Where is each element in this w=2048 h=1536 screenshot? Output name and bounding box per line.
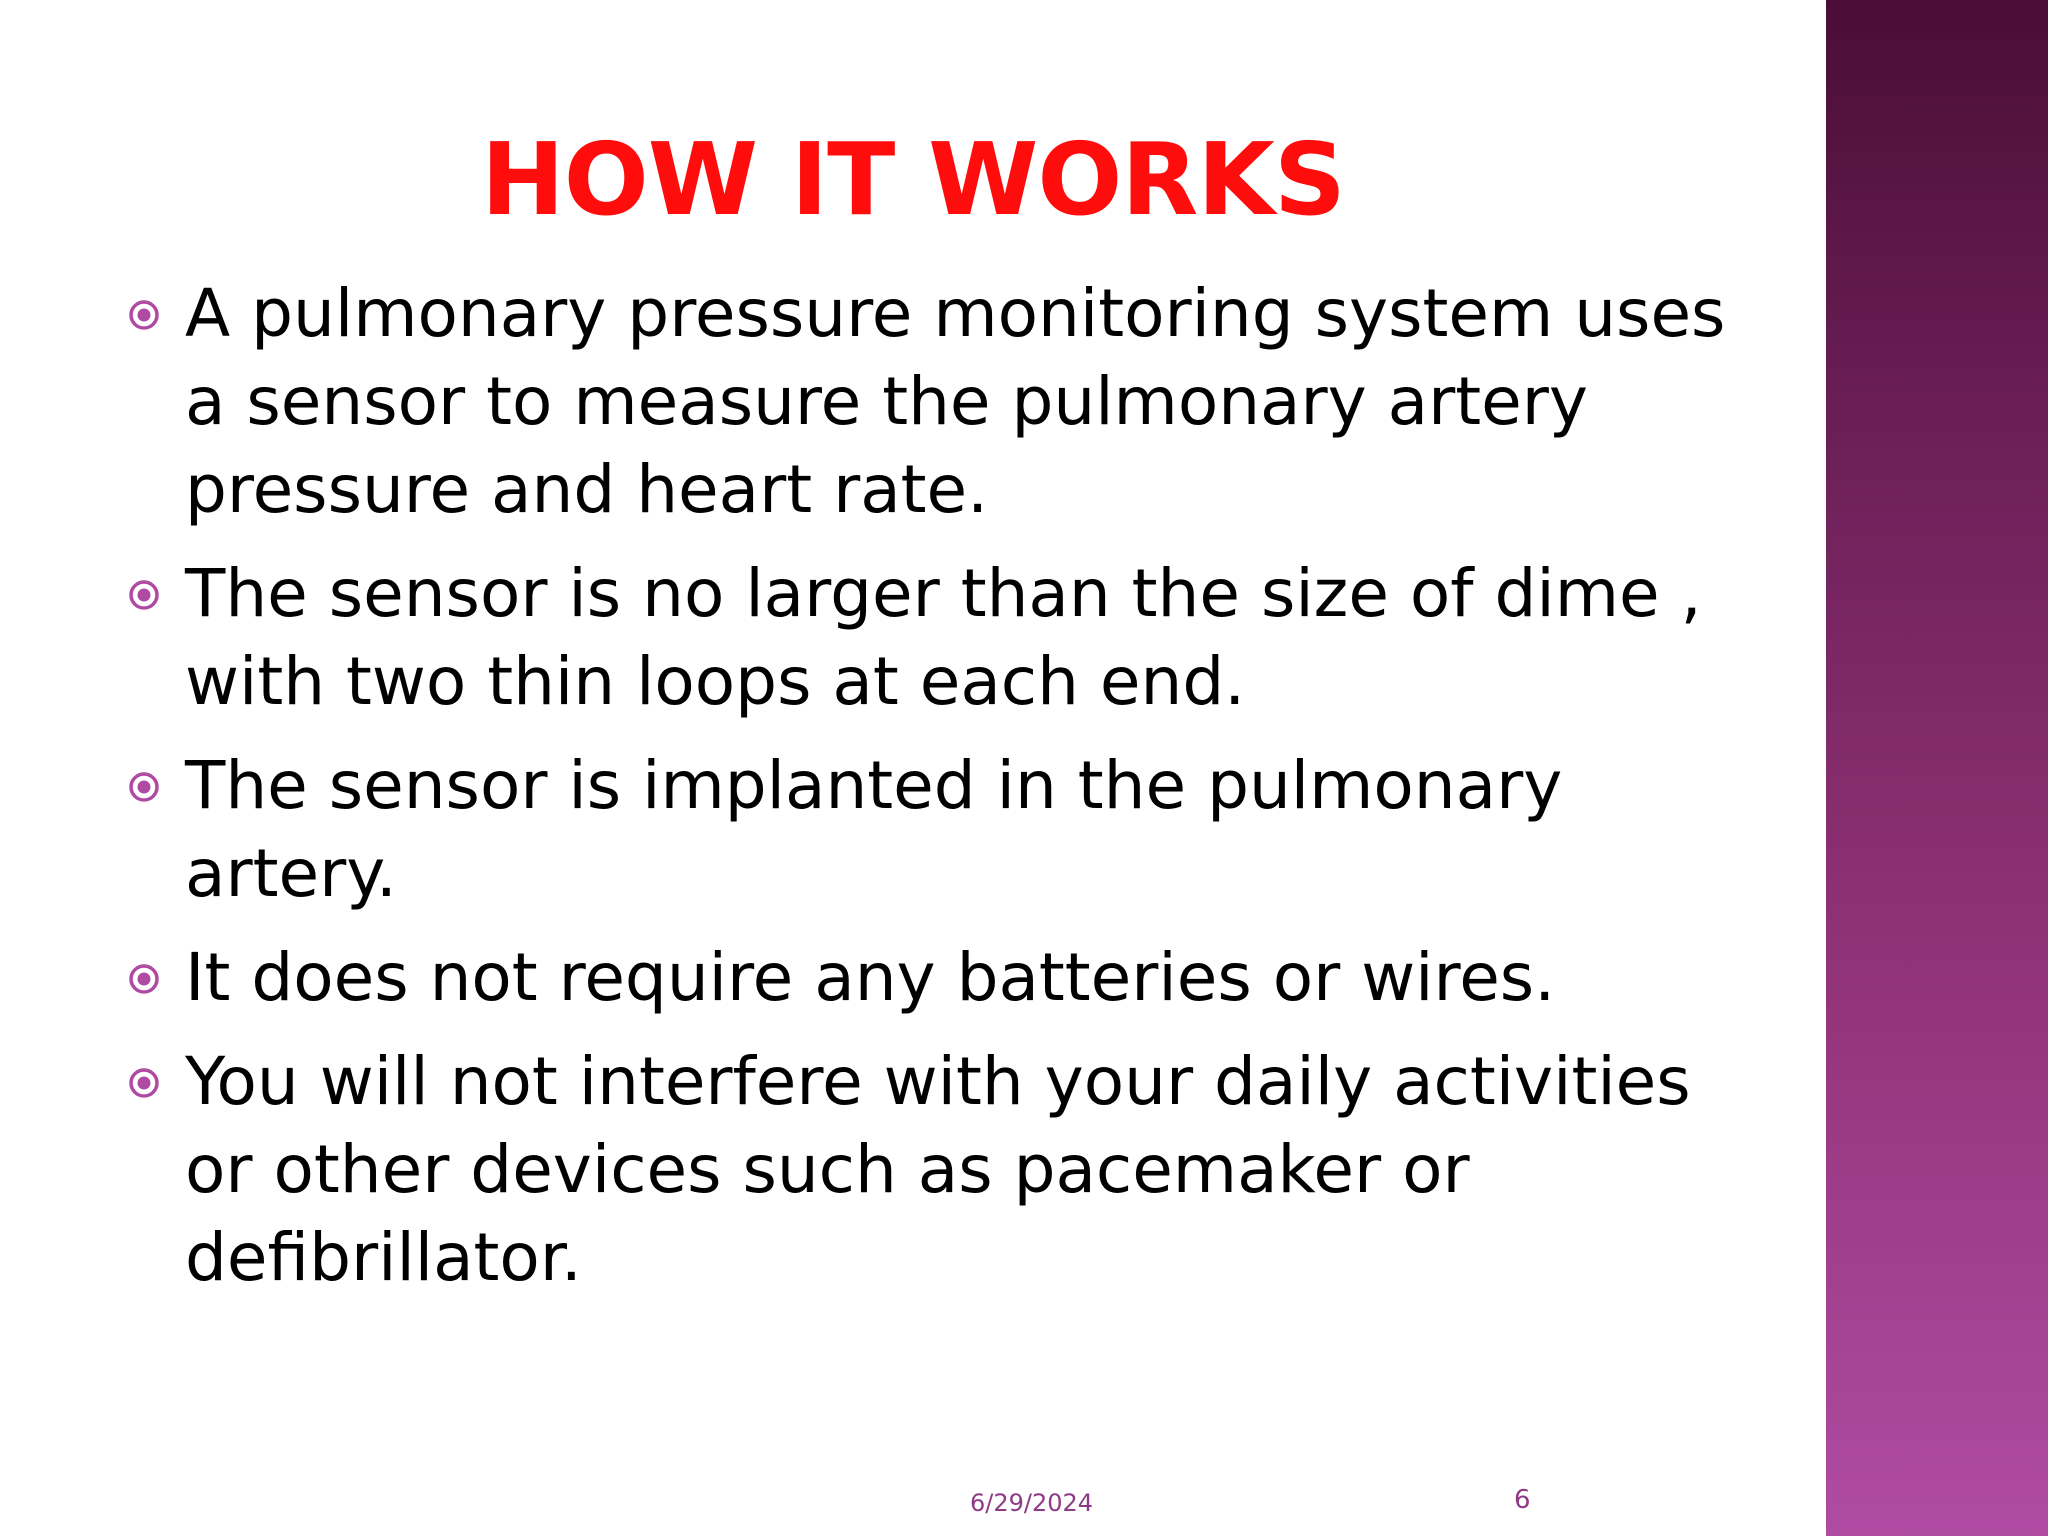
bullet-item: [128, 934, 1768, 1022]
bullet-list: [128, 270, 1768, 1318]
circled-dot-icon: [128, 963, 160, 995]
circled-dot-icon: [128, 299, 160, 331]
circled-dot-icon: [128, 771, 160, 803]
bullet-item: [128, 270, 1768, 534]
bullet-text: You will not interfere with your daily activities or other devices such as pacemaker or defibrillator.: [185, 1043, 1691, 1296]
bullet-item: [128, 1038, 1768, 1302]
bullet-text: It does not require any batteries or wires.: [185, 939, 1556, 1016]
bullet-item: [128, 742, 1768, 918]
bullet-text: The sensor is implanted in the pulmonary artery.: [185, 747, 1563, 912]
bullet-item: [128, 550, 1768, 726]
footer-page-number: 6: [1514, 1485, 1531, 1515]
circled-dot-icon: [128, 579, 160, 611]
circled-dot-icon: [128, 1067, 160, 1099]
footer-date: 6/29/2024: [970, 1489, 1094, 1517]
bullet-text: The sensor is no larger than the size of dime , with two thin loops at each end.: [185, 555, 1702, 720]
bullet-text: A pulmonary pressure monitoring system uses a sensor to measure the pulmonary artery pressure and heart rate.: [185, 275, 1726, 528]
decorative-side-band: [1826, 0, 2048, 1536]
slide-title: HOW IT WORKS: [481, 121, 1345, 238]
